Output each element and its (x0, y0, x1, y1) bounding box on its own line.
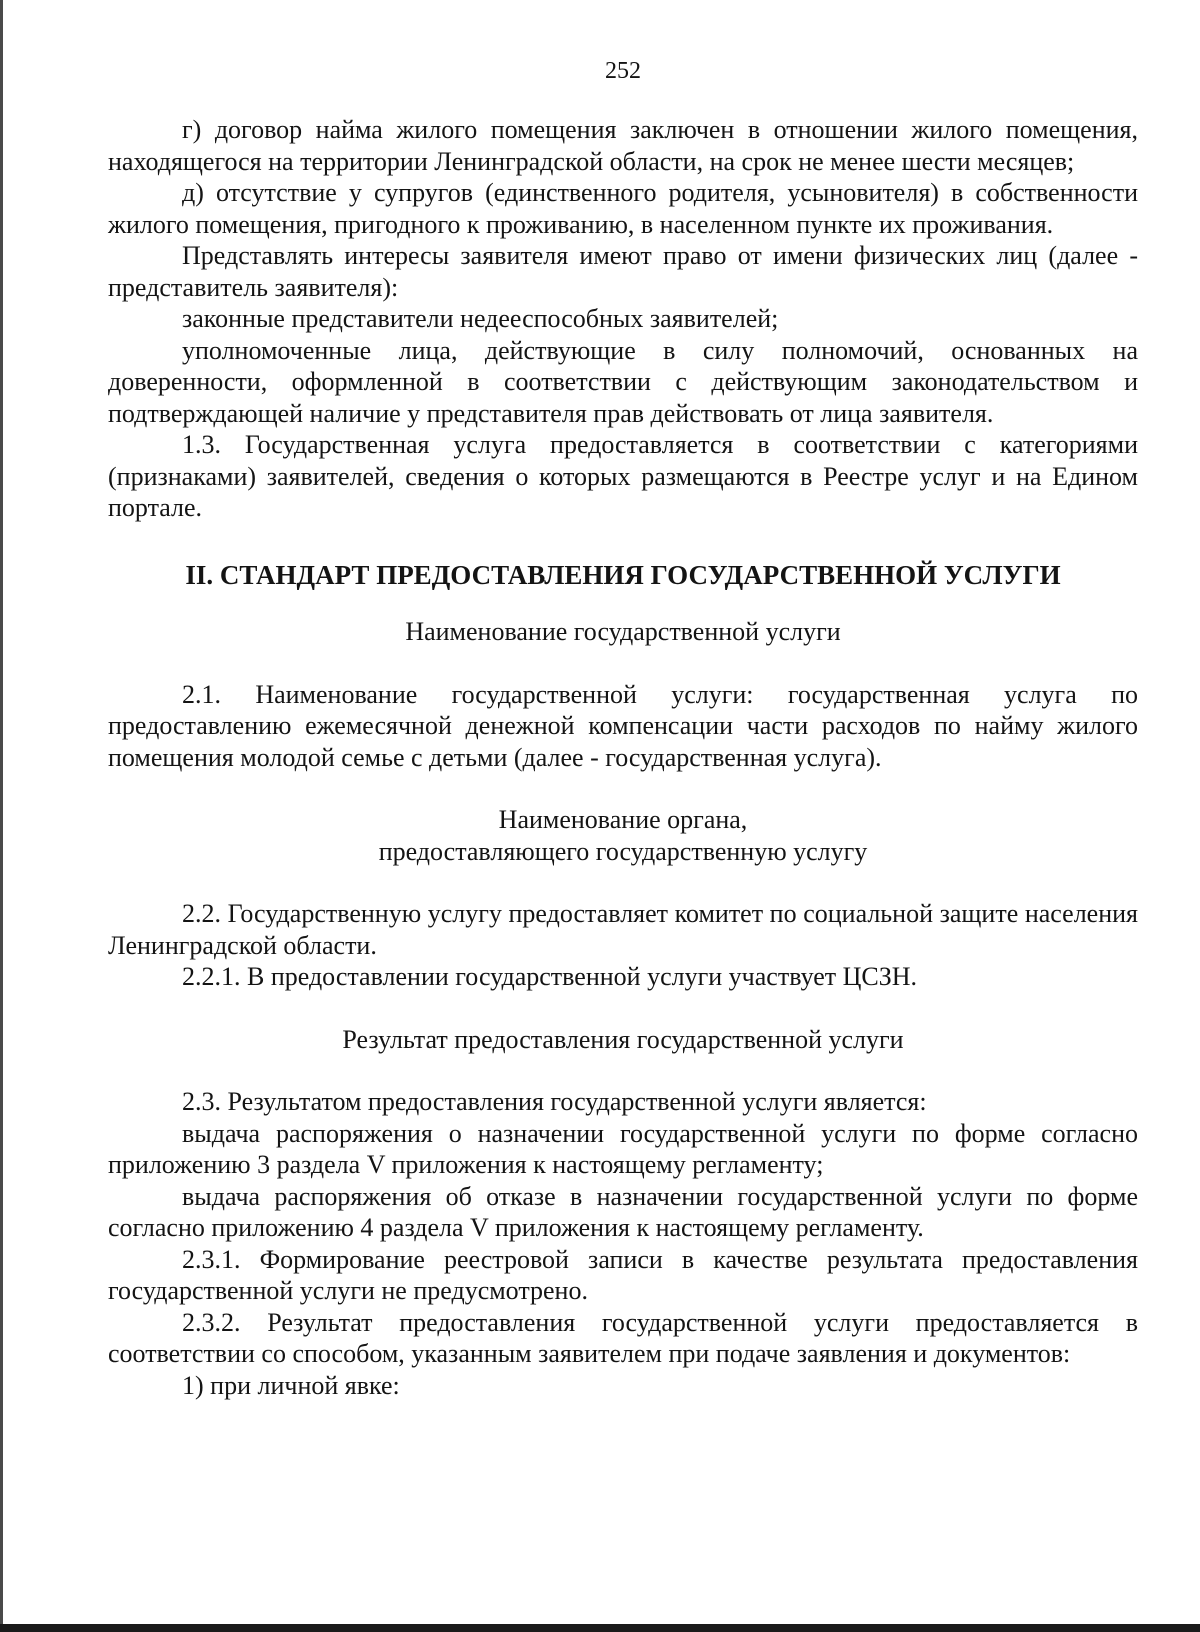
heading-authority-line-1: Наименование органа, (498, 805, 748, 834)
section-title: II. СТАНДАРТ ПРЕДОСТАВЛЕНИЯ ГОСУДАРСТВЕННОЙ УСЛУГИ (185, 559, 1061, 590)
paragraph-2-3: 2.3. Результатом предоставления государственной услуги является: (182, 1087, 927, 1116)
paragraph-1-3: 1.3. Государственная услуга предоставляется в соответствии с категориями (признаками) заявителей, сведения о которых размещаются в Реестре услуг и на Едином портале. (108, 430, 1138, 522)
paragraph-2-1: 2.1. Наименование государственной услуги: государственная услуга по предоставлению ежемесячной денежной компенсации части расходов по найму жилого помещения молодой семье с детьми (далее - государственная услуга). (108, 679, 1138, 772)
paragraph-authorized-persons: уполномоченные лица, действующие в силу полномочий, основанных на доверенности, оформленной в соответствии с действующим законодательством и подтверждающей наличие у представителя прав действовать от лица заявителя. (108, 335, 1138, 428)
scan-edge-left (0, 0, 3, 1632)
paragraph-personal-visit: 1) при личной явке: (182, 1370, 400, 1400)
paragraph-2-2: 2.2. Государственную услугу предоставляет комитет по социальной защите населения Ленинградской области. (108, 899, 1138, 960)
paragraph-2-3-2: 2.3.2. Результат предоставления государственной услуги предоставляется в соответствии со способом, указанным заявителем при подаче заявления и документов: (108, 1307, 1138, 1368)
paragraph-2-2-1: 2.2.1. В предоставлении государственной услуги участвует ЦСЗН. (182, 962, 918, 991)
heading-service-name: Наименование государственной услуги (405, 617, 841, 646)
page-number: 252 (605, 58, 641, 84)
scan-edge-bottom (0, 1624, 1200, 1632)
paragraph-legal-representatives: законные представители недееспособных заявителей; (182, 304, 779, 333)
heading-authority (108, 804, 1138, 867)
heading-result: Результат предоставления государственной услуги (342, 1024, 904, 1054)
document-body (108, 114, 1138, 1401)
heading-authority-line-2: предоставляющего государственную услугу (378, 836, 868, 866)
paragraph-representatives: Представлять интересы заявителя имеют право от имени физических лиц (далее - представитель заявителя): (108, 241, 1138, 302)
paragraph-result-refusal: выдача распоряжения об отказе в назначении государственной услуги по форме согласно приложению 4 раздела V приложения к настоящему регламенту. (108, 1181, 1138, 1242)
paragraph-2-3-1: 2.3.1. Формирование реестровой записи в качестве результата предоставления государственной услуги не предусмотрено. (108, 1244, 1138, 1305)
paragraph-g: г) договор найма жилого помещения заключен в отношении жилого помещения, находящегося на территории Ленинградской области, на срок не менее шести месяцев; (108, 115, 1138, 176)
paragraph-d: д) отсутствие у супругов (единственного родителя, усыновителя) в собственности жилого помещения, пригодного к проживанию, в населенном пункте их проживания. (108, 178, 1138, 239)
paragraph-result-grant: выдача распоряжения о назначении государственной услуги по форме согласно приложению 3 раздела V приложения к настоящему регламенту; (108, 1118, 1138, 1179)
